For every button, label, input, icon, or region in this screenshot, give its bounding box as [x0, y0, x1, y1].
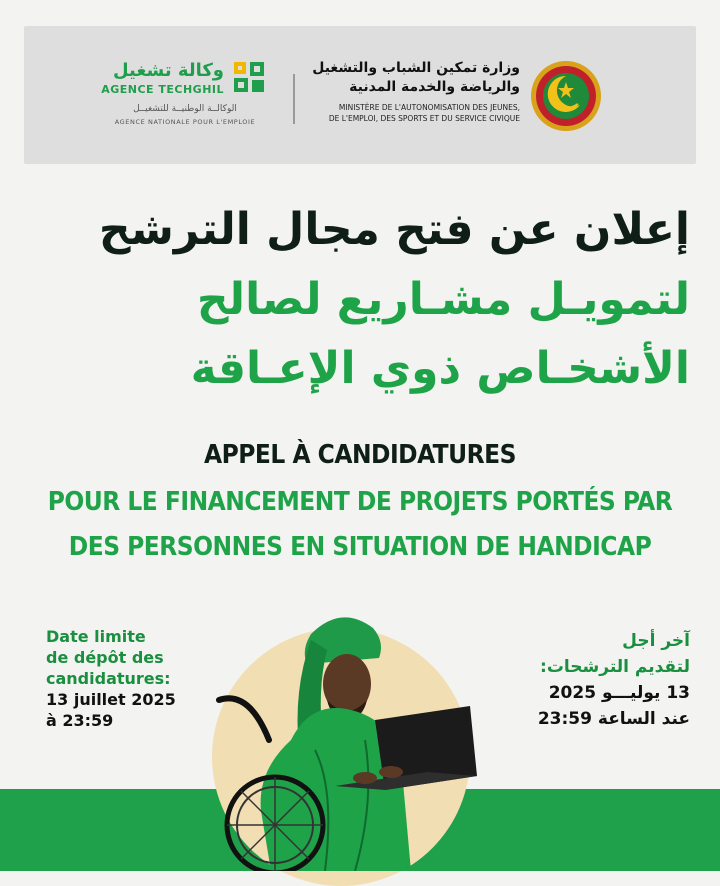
techghil-logo-icon [232, 60, 268, 100]
title-ar-line1: إعلان عن فتح مجال الترشح [98, 204, 690, 255]
deadline-fr-date: 13 juillet 2025 [46, 690, 176, 709]
deadline-fr-line2: de dépôt des [46, 648, 164, 667]
title-fr-line2: POUR LE FINANCEMENT DE PROJETS PORTÉS PAR [47, 487, 673, 517]
ministry-name-ar-line1: وزارة تمكين الشباب والتشغيل [312, 60, 520, 76]
ministry-name-fr-line2: DE L'EMPLOI, DES SPORTS ET DU SERVICE CIVIQUE [328, 114, 520, 123]
techghil-subtitle-ar: الوكالــة الوطنيــة للتشغيــل [133, 104, 237, 114]
title-fr-line1: APPEL À CANDIDATURES [204, 440, 516, 470]
deadline-ar-time: عند الساعة 23:59 [537, 709, 690, 729]
title-fr-line3: DES PERSONNES EN SITUATION DE HANDICAP [68, 532, 652, 562]
header-divider [293, 74, 295, 124]
techghil-name-ar: وكالة تشغيل [112, 60, 224, 81]
title-ar-line2: لتمويـل مشـاريع لصالح [196, 274, 690, 325]
deadline-fr-line1: Date limite [46, 627, 146, 646]
deadline-ar-date: 13 يوليـــو 2025 [548, 683, 690, 703]
deadline-fr-time: à 23:59 [46, 711, 114, 730]
techghil-subtitle-fr: AGENCE NATIONALE POUR L'EMPLOIE [114, 118, 256, 126]
deadline-fr-line3: candidatures: [46, 669, 171, 688]
deadline-ar-line1: آخر أجل [622, 631, 690, 651]
ministry-name-ar-line2: والرياضة والخدمة المدنية [349, 79, 520, 95]
deadline-ar-line2: لتقديم الترشحات: [540, 657, 690, 677]
ministry-name-fr-line1: MINISTÈRE DE L'AUTONOMISATION DES JEUNES, [338, 103, 520, 112]
national-seal-icon [530, 60, 602, 132]
wheelchair-user-illustration [215, 600, 485, 871]
techghil-name-fr: AGENCE TECHGHIL [101, 83, 224, 96]
title-ar-line3: الأشخـاص ذوي الإعـاقة [190, 343, 690, 394]
deadline-ar [470, 628, 690, 732]
